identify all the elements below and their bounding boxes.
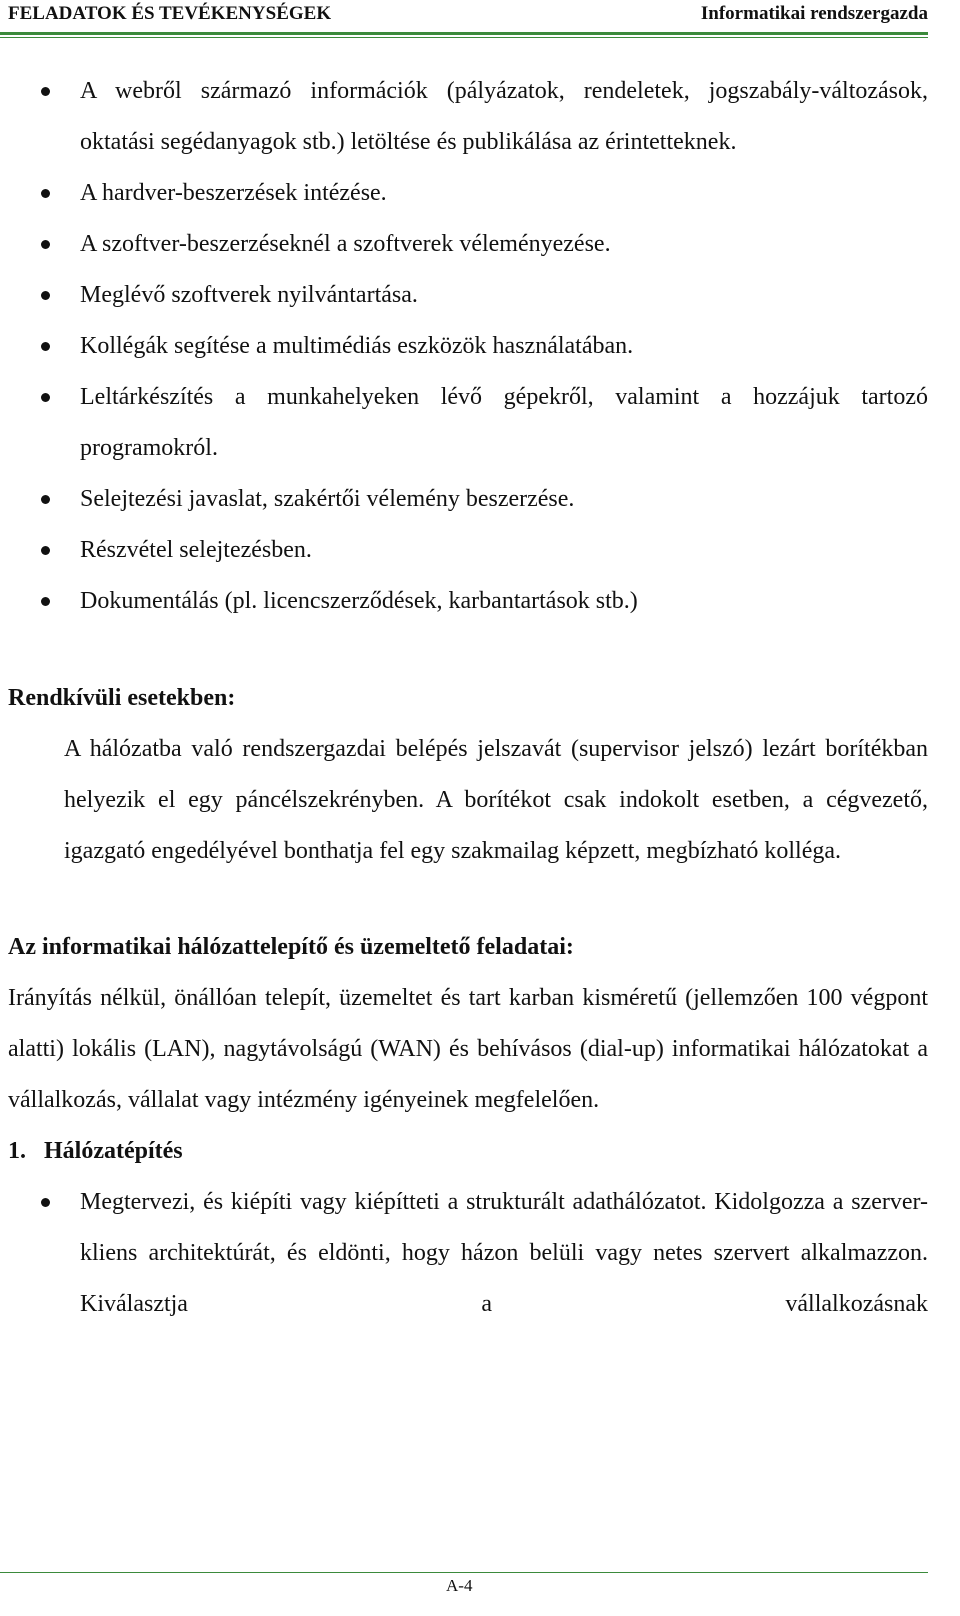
bullet-icon [41, 597, 50, 606]
task-list [0, 66, 960, 627]
bullet-icon [41, 87, 50, 96]
subsection-number: 1. [8, 1138, 26, 1164]
section-heading-network-admin: Az informatikai hálózattelepítő és üzemeltető feladatai: [8, 934, 574, 960]
bullet-icon [41, 546, 50, 555]
subsection-heading [0, 1126, 960, 1177]
list-item: Kollégák segítése a multimédiás eszközök használatában. [0, 321, 928, 372]
bullet-icon [41, 393, 50, 402]
bullet-icon [41, 495, 50, 504]
page-header [0, 0, 960, 28]
list-item: Megtervezi, és kiépíti vagy kiépítteti a strukturált adathálózatot. Kidolgozza a szerver-kliens architektúrát, és eldönti, hogy házon belüli vagy netes szervert alkalmazzon. Kiválasztja a vállalkozásnak [0, 1177, 928, 1330]
subsection-title: Hálózatépítés [44, 1138, 183, 1164]
list-item: Selejtezési javaslat, szakértői vélemény beszerzése. [0, 474, 928, 525]
list-item: A hardver-beszerzések intézése. [0, 168, 928, 219]
bullet-icon [41, 342, 50, 351]
header-rule [0, 32, 928, 35]
bullet-icon [41, 240, 50, 249]
emergency-paragraph: A hálózatba való rendszergazdai belépés jelszavát (supervisor jelszó) lezárt borítékban helyezik el egy páncélszekrényben. A borítékot csak indokolt esetben, a cégvezető, igazgató engedélyével bonthatja fel egy szakmailag képzett, megbízható kolléga. [64, 736, 928, 864]
network-build-list [0, 1177, 960, 1330]
list-item: A webről származó információk (pályázatok, rendeletek, jogszabály-változások, oktatási segédanyagok stb.) letöltése és publikálása az érintetteknek. [0, 66, 928, 168]
network-admin-paragraph: Irányítás nélkül, önállóan telepít, üzemeltet és tart karban kisméretű (jellemzően 100 végpont alatti) lokális (LAN), nagytávolságú (WAN) és behívásos (dial-up) informatikai hálózatokat a vállalkozás, vállalat vagy intézmény igényeinek megfelelően. [8, 985, 928, 1113]
bullet-icon [41, 1198, 50, 1207]
bullet-icon [41, 189, 50, 198]
list-item: Részvétel selejtezésben. [0, 525, 928, 576]
footer-rule [0, 1572, 928, 1573]
list-item: Dokumentálás (pl. licencszerződések, karbantartások stb.) [0, 576, 928, 627]
section-heading-emergency: Rendkívüli esetekben: [8, 685, 236, 711]
bullet-icon [41, 291, 50, 300]
header-section-title: FELADATOK ÉS TEVÉKENYSÉGEK [8, 3, 332, 24]
page-content [0, 66, 960, 1330]
page-number: A-4 [446, 1576, 473, 1595]
list-item: A szoftver-beszerzéseknél a szoftverek véleményezése. [0, 219, 928, 270]
header-document-title: Informatikai rendszergazda [700, 3, 928, 24]
header-rule-thin [0, 37, 928, 38]
list-item: Meglévő szoftverek nyilvántartása. [0, 270, 928, 321]
list-item: Leltárkészítés a munkahelyeken lévő gépekről, valamint a hozzájuk tartozó programokról. [0, 372, 928, 474]
